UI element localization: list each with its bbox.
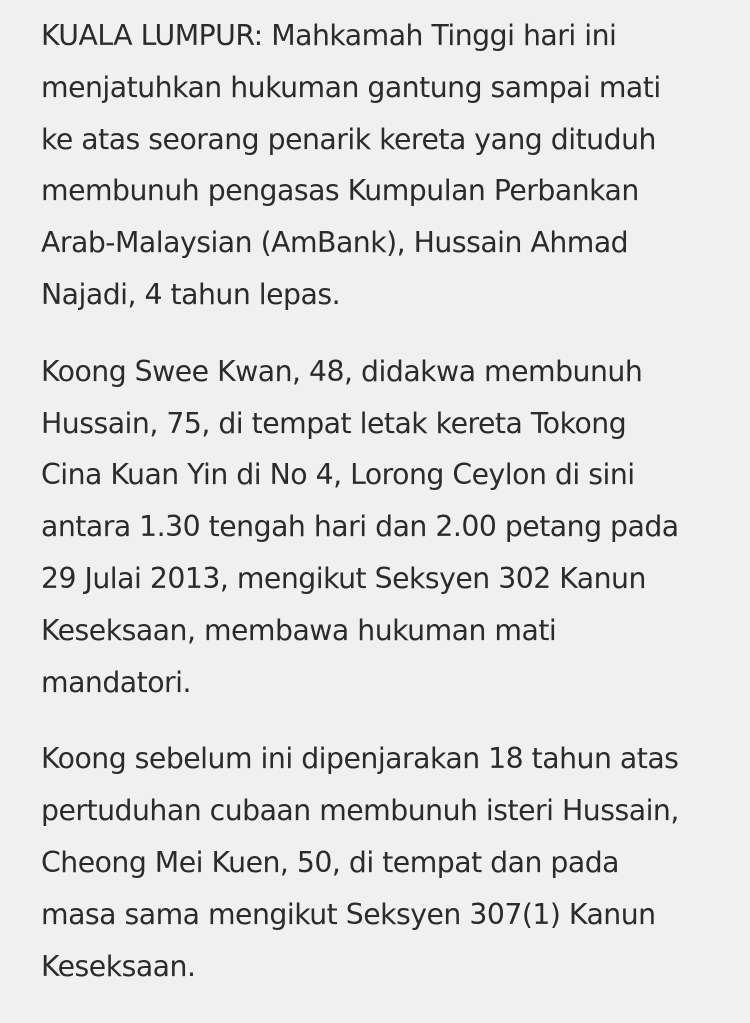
text-line: Koong Swee Kwan, 48, didakwa membunuh [41, 354, 643, 388]
paragraph-2 [41, 346, 731, 709]
text-line: Keseksaan, membawa hukuman mati [41, 613, 557, 647]
text-line: Cheong Mei Kuen, 50, di tempat dan pada [41, 845, 620, 879]
text-line: KUALA LUMPUR: Mahkamah Tinggi hari ini [41, 19, 617, 52]
text-line: membunuh pengasas Kumpulan Perbankan [41, 174, 639, 208]
text-line: Cina Kuan Yin di No 4, Lorong Ceylon di sini [41, 458, 635, 492]
text-line: 29 Julai 2013, mengikut Seksyen 302 Kanun [41, 561, 646, 595]
text-line: masa sama mengikut Seksyen 307(1) Kanun [41, 897, 656, 931]
text-line: menjatuhkan hukuman gantung sampai mati [41, 70, 661, 104]
text-line: pertuduhan cubaan membunuh isteri Hussain, [41, 794, 679, 828]
text-line: Koong sebelum ini dipenjarakan 18 tahun atas [41, 742, 679, 776]
text-line: Keseksaan. [41, 949, 196, 983]
text-line: Najadi, 4 tahun lepas. [41, 277, 341, 311]
text-line: Hussain, 75, di tempat letak kereta Tokong [41, 406, 627, 440]
text-line: antara 1.30 tengah hari dan 2.00 petang pada [41, 510, 679, 544]
text-line: Arab-Malaysian (AmBank), Hussain Ahmad [41, 226, 629, 260]
paragraph-3 [41, 733, 731, 992]
text-line: mandatori. [41, 665, 192, 699]
paragraph-1 [41, 10, 731, 321]
text-line: ke atas seorang penarik kereta yang dituduh [41, 122, 656, 156]
article-body [41, 10, 731, 992]
